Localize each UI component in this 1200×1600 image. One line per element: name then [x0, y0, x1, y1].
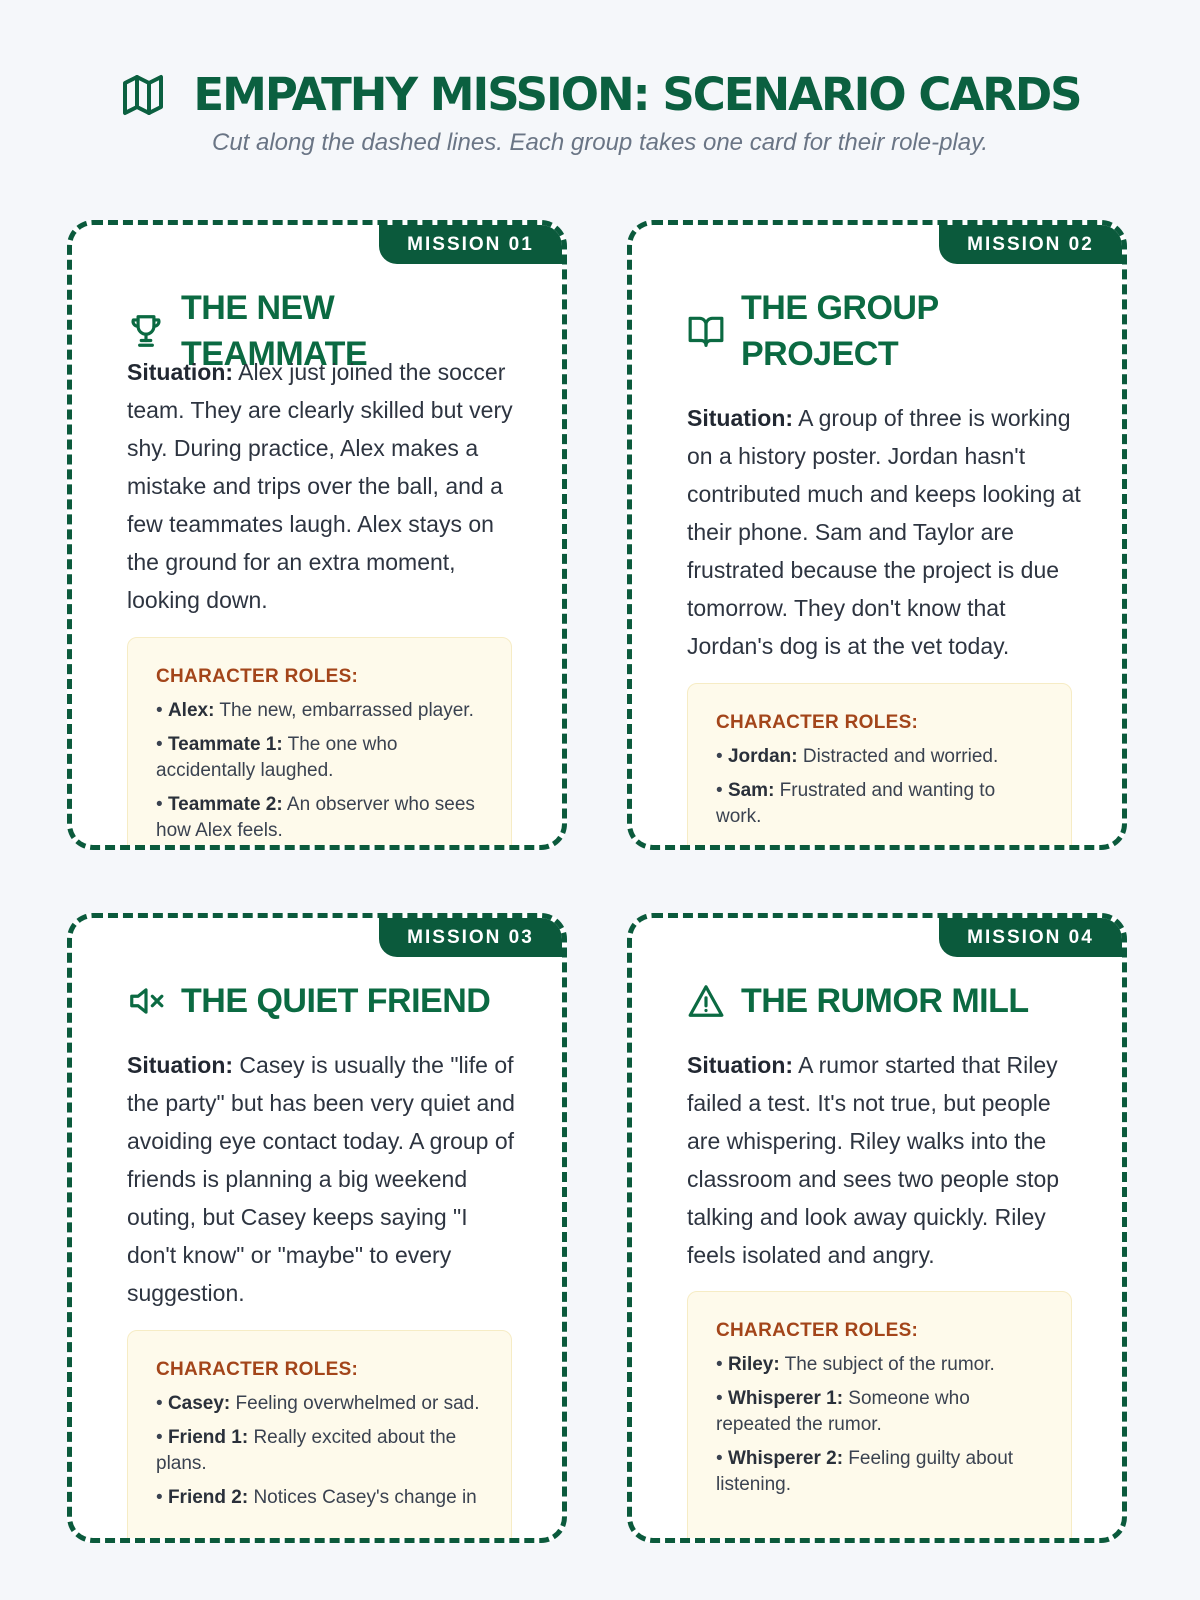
role-item: • Whisperer 1: Someone who repeated the rumor. — [716, 1388, 970, 1435]
page-header — [0, 68, 1200, 157]
character-roles-box — [127, 1330, 512, 1543]
role-name: Riley: — [727, 1354, 780, 1375]
mission-tag: MISSION 01 — [379, 225, 562, 264]
role-name: Whisperer 2: — [727, 1448, 844, 1469]
open-book-icon — [687, 312, 725, 350]
role-item: • Teammate 2: An observer who sees how Alex feels. — [156, 794, 475, 841]
situation-label: Situation: — [127, 359, 234, 385]
mission-tag: MISSION 03 — [379, 918, 562, 957]
card-header — [687, 285, 1082, 377]
warning-triangle-icon — [687, 982, 725, 1020]
card-header — [127, 978, 522, 1024]
role-item: • Sam: Frustrated and wanting to work. — [716, 780, 996, 827]
situation-text — [687, 399, 1082, 665]
role-desc: Feeling overwhelmed or sad. — [230, 1393, 480, 1414]
situation-body: A group of three is working on a history poster. Jordan hasn't contributed much and keeps looking at their phone. Sam and Taylor are frustrated because the project is due tomorrow. They don't know that Jordan's dog is at the vet today. — [687, 405, 1081, 659]
roles-title: CHARACTER ROLES: — [156, 1359, 359, 1380]
card-title: THE GROUP PROJECT — [741, 289, 939, 373]
role-item: • Friend 2: Notices Casey's change in — [156, 1487, 477, 1508]
role-desc: Frustrated and wanting to work. — [716, 780, 996, 827]
role-desc: An observer who sees how Alex feels. — [156, 794, 475, 841]
role-name: Jordan: — [727, 746, 798, 767]
page-title: EMPATHY MISSION: SCENARIO CARDS — [193, 68, 1081, 121]
situation-label: Situation: — [687, 405, 794, 431]
scenario-card — [627, 220, 1127, 850]
role-item: • Jordan: Distracted and worried. — [716, 746, 999, 767]
situation-body: Alex just joined the soccer team. They are clearly skilled but very shy. During practice, Alex makes a mistake and trips over the ball, and a few teammates laugh. Alex stays on the ground for an extra moment, looking down. — [127, 359, 513, 613]
situation-label: Situation: — [127, 1052, 234, 1078]
roles-title: CHARACTER ROLES: — [716, 712, 919, 733]
role-desc: Distracted and worried. — [797, 746, 999, 767]
role-item: • Friend 1: Really excited about the plans. — [156, 1427, 457, 1474]
role-desc: Notices Casey's change in — [248, 1487, 477, 1508]
role-item: • Alex: The new, embarrassed player. — [156, 700, 474, 721]
role-item: • Riley: The subject of the rumor. — [716, 1354, 995, 1375]
role-desc: The subject of the rumor. — [779, 1354, 995, 1375]
scenario-card — [67, 913, 567, 1543]
role-name: Alex: — [167, 700, 215, 721]
muted-speaker-icon — [127, 982, 165, 1020]
situation-body: A rumor started that Riley failed a test. It's not true, but people are whispering. Riley walks into the classroom and sees two people stop talking and look away quickly. Riley feels isolated and angry. — [687, 1052, 1060, 1268]
card-title: THE RUMOR MILL — [741, 982, 1029, 1020]
role-desc: Someone who repeated the rumor. — [716, 1388, 970, 1435]
role-name: Casey: — [167, 1393, 231, 1414]
role-desc: The one who accidentally laughed. — [156, 734, 398, 781]
character-roles-box — [127, 637, 512, 850]
card-title: THE NEW TEAMMATE — [181, 289, 368, 373]
role-name: Friend 2: — [167, 1487, 249, 1508]
situation-text — [127, 1046, 522, 1312]
role-desc: Feeling guilty about listening. — [716, 1448, 1014, 1495]
role-name: Teammate 2: — [167, 794, 283, 815]
mission-tag: MISSION 02 — [939, 225, 1122, 264]
role-name: Friend 1: — [167, 1427, 249, 1448]
character-roles-box — [687, 1291, 1072, 1543]
roles-title: CHARACTER ROLES: — [716, 1320, 919, 1341]
situation-body: Casey is usually the "life of the party" but has been very quiet and avoiding eye contact today. A group of friends is planning a big weekend outing, but Casey keeps saying "I don't know" or "maybe" to every suggestion. — [127, 1052, 515, 1306]
role-item: • Whisperer 2: Feeling guilty about listening. — [716, 1448, 1014, 1495]
character-roles-box — [687, 683, 1072, 850]
role-name: Sam: — [727, 780, 775, 801]
roles-title: CHARACTER ROLES: — [156, 666, 359, 687]
trophy-icon — [127, 312, 165, 350]
situation-text — [687, 1046, 1082, 1274]
role-desc: Really excited about the plans. — [156, 1427, 457, 1474]
card-title: THE QUIET FRIEND — [181, 982, 491, 1020]
scenario-card — [67, 220, 567, 850]
situation-label: Situation: — [687, 1052, 794, 1078]
scenario-card — [627, 913, 1127, 1543]
role-item: • Teammate 1: The one who accidentally laughed. — [156, 734, 398, 781]
card-header — [687, 978, 1082, 1024]
role-desc: The new, embarrassed player. — [214, 700, 474, 721]
map-icon — [119, 71, 167, 119]
page-subtitle: Cut along the dashed lines. Each group takes one card for their role-play. — [211, 129, 988, 156]
role-name: Whisperer 1: — [727, 1388, 844, 1409]
role-item: • Casey: Feeling overwhelmed or sad. — [156, 1393, 480, 1414]
role-name: Teammate 1: — [167, 734, 283, 755]
title-row — [0, 68, 1200, 121]
situation-text — [127, 353, 522, 619]
mission-tag: MISSION 04 — [939, 918, 1122, 957]
